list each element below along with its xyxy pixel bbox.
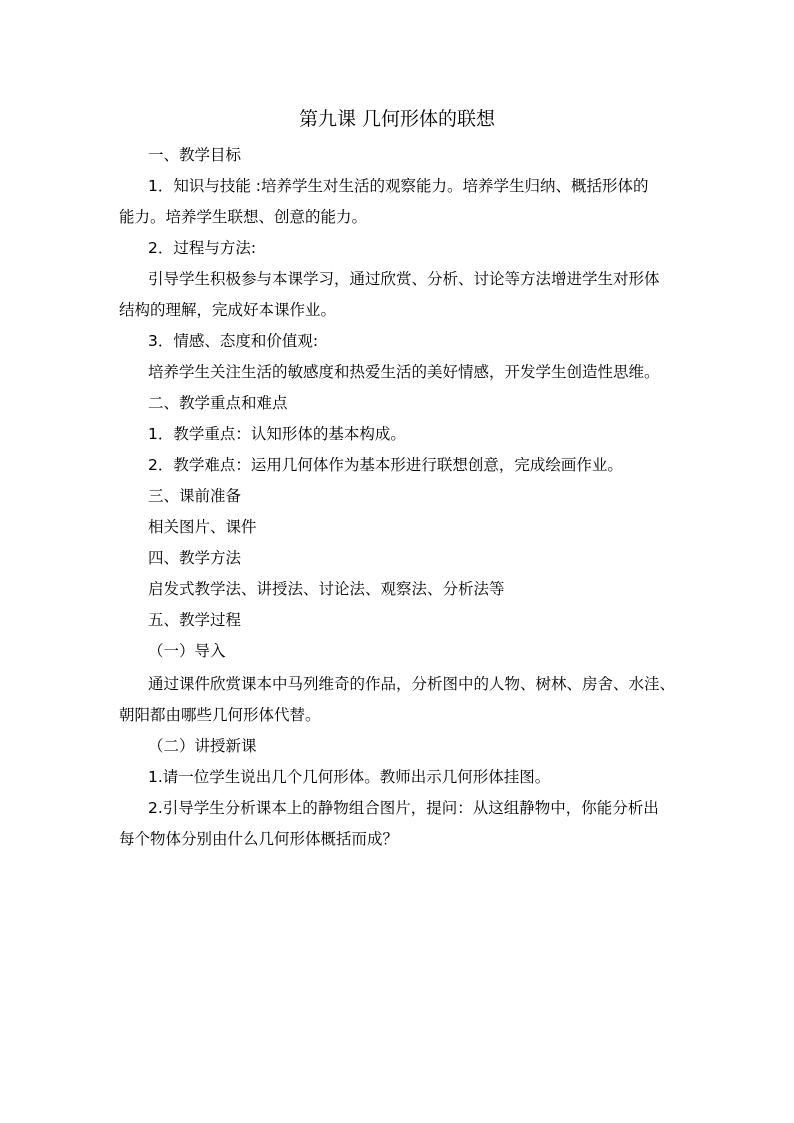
paragraph-line: 朝阳都由哪些几何形体代替。 [119, 706, 321, 724]
paragraph-line: 每个物体分别由什么几何形体概括而成？ [119, 830, 399, 848]
paragraph-line: 通过课件欣赏课本中马列维奇的作品，分析图中的人物、树林、房舍、水洼、 [148, 675, 676, 693]
paragraph-line: 引导学生积极参与本课学习，通过欣赏、分析、讨论等方法增进学生对形体 [148, 270, 660, 288]
subheading-introduction: （一）导入 [148, 642, 226, 660]
paragraph-line: 能力。培养学生联想、创意的能力。 [119, 208, 368, 226]
subheading-emotion-values: 3．情感、态度和价值观: [148, 332, 319, 350]
paragraph-line: 1．知识与技能 :培养学生对生活的观察能力。培养学生归纳、概括形体的 [148, 177, 649, 195]
heading-preparation: 三、课前准备 [148, 487, 242, 505]
paragraph-line: 启发式教学法、讲授法、讨论法、观察法、分析法等 [148, 580, 505, 598]
document-title: 第九课 几何形体的联想 [298, 108, 496, 130]
heading-teaching-objectives: 一、教学目标 [148, 146, 242, 164]
paragraph-line: 1．教学重点：认知形体的基本构成。 [148, 425, 406, 443]
heading-teaching-process: 五、教学过程 [148, 611, 242, 629]
subheading-process-method: 2．过程与方法: [148, 239, 257, 257]
subheading-new-lesson: （二）讲授新课 [148, 737, 257, 755]
paragraph-line: 结构的理解，完成好本课作业。 [119, 301, 337, 319]
heading-teaching-methods: 四、教学方法 [148, 549, 242, 567]
paragraph-line: 培养学生关注生活的敏感度和热爱生活的美好情感，开发学生创造性思维。 [148, 363, 660, 381]
paragraph-line: 1.请一位学生说出几个几何形体。教师出示几何形体挂图。 [148, 768, 551, 786]
paragraph-line: 2.引导学生分析课本上的静物组合图片，提问：从这组静物中，你能分析出 [148, 799, 659, 817]
heading-key-difficult-points: 二、教学重点和难点 [148, 394, 288, 412]
paragraph-line: 2．教学难点：运用几何体作为基本形进行联想创意，完成绘画作业。 [148, 456, 623, 474]
paragraph-line: 相关图片、课件 [148, 518, 257, 536]
